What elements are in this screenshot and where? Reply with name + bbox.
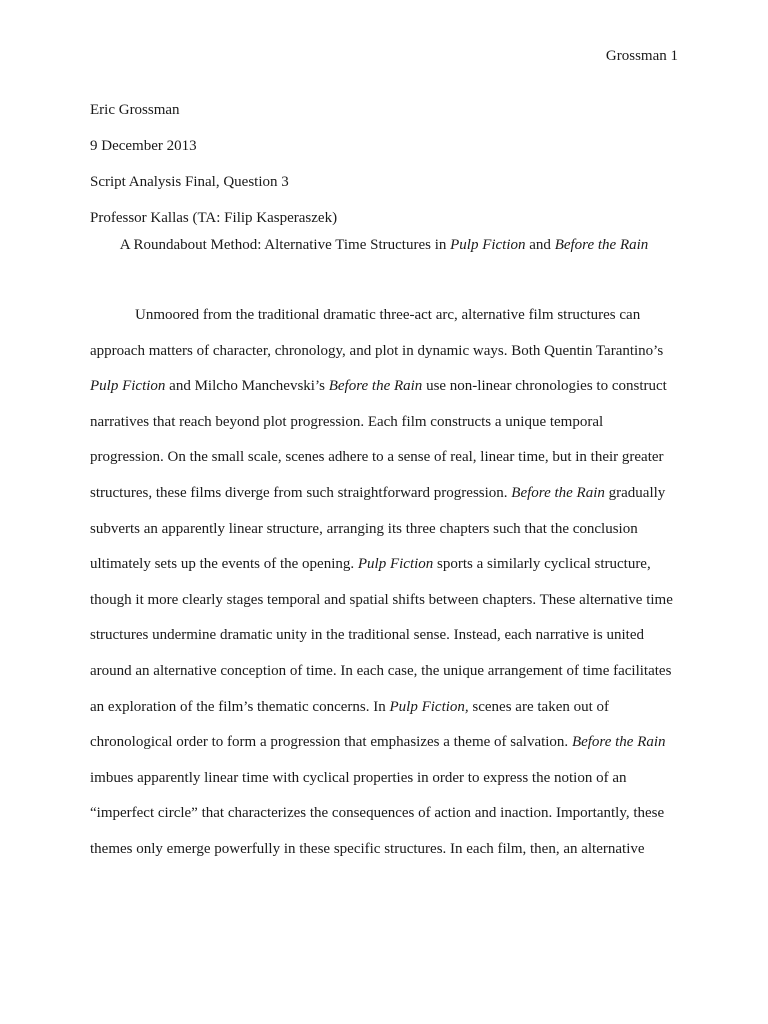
body-line bbox=[90, 618, 680, 654]
running-head: Grossman 1 bbox=[605, 48, 678, 64]
body-line bbox=[90, 654, 680, 690]
body-line bbox=[90, 796, 680, 832]
body-text-run: though it more clearly stages temporal and spatial shifts between chapters. These alternative time bbox=[90, 591, 673, 608]
body-text-run: narratives that reach beyond plot progression. Each film constructs a unique temporal bbox=[90, 413, 604, 430]
body-line bbox=[90, 761, 680, 797]
italic-film-title: Before the Rain bbox=[328, 378, 423, 395]
body-text-run: gradually bbox=[604, 484, 666, 501]
mla-heading bbox=[90, 92, 680, 236]
body-line bbox=[90, 547, 680, 583]
title-prefix: A Roundabout Method: Alternative Time Structures in bbox=[119, 237, 451, 253]
body-text-run: Unmoored from the traditional dramatic three-act arc, alternative film structures can bbox=[135, 307, 641, 323]
title-film-before-the-rain: Before the Rain bbox=[554, 237, 649, 253]
title-film-pulp-fiction: Pulp Fiction bbox=[450, 237, 526, 253]
body-line bbox=[90, 832, 680, 868]
body-text-run: an exploration of the film’s thematic concerns. In bbox=[90, 698, 390, 715]
essay-body bbox=[90, 298, 680, 868]
body-text-run: progression. On the small scale, scenes adhere to a sense of real, linear time, but in their greater bbox=[90, 449, 664, 466]
document-date: 9 December 2013 bbox=[90, 138, 197, 154]
body-line bbox=[90, 725, 680, 761]
course-name: Script Analysis Final, Question 3 bbox=[90, 174, 289, 190]
professor-name: Professor Kallas (TA: Filip Kasperaszek) bbox=[90, 210, 338, 226]
body-text-run: use non-linear chronologies to construct bbox=[422, 378, 667, 395]
body-text-run: subverts an apparently linear structure, arranging its three chapters such that the conclusion bbox=[90, 520, 638, 537]
body-line bbox=[90, 405, 680, 441]
body-text-run: structures, these films diverge from such straightforward progression. bbox=[90, 484, 512, 501]
body-line bbox=[90, 583, 680, 619]
body-text-run: themes only emerge powerfully in these specific structures. In each film, then, an alternative bbox=[90, 840, 645, 857]
body-text-run: chronological order to form a progression that emphasizes a theme of salvation. bbox=[90, 734, 572, 751]
body-line bbox=[90, 440, 680, 476]
body-text-run: sports a similarly cyclical structure, bbox=[433, 556, 651, 573]
body-line bbox=[90, 298, 680, 334]
body-line bbox=[90, 369, 680, 405]
italic-film-title: Pulp Fiction bbox=[357, 556, 434, 573]
italic-film-title: Pulp Fiction bbox=[90, 378, 166, 395]
italic-film-title: Before the Rain bbox=[511, 484, 605, 501]
body-line bbox=[90, 334, 680, 370]
body-text-run: ultimately sets up the events of the opening. bbox=[90, 556, 358, 573]
body-text-run: and Milcho Manchevski’s bbox=[165, 378, 329, 395]
body-line bbox=[90, 512, 680, 548]
body-text-run: structures undermine dramatic unity in the traditional sense. Instead, each narrative is united bbox=[90, 627, 644, 644]
body-text-run: “imperfect circle” that characterizes the consequences of action and inaction. Importantly, these bbox=[90, 805, 665, 822]
author-name: Eric Grossman bbox=[90, 102, 180, 118]
body-text-run: approach matters of character, chronology, and plot in dynamic ways. Both Quentin Tarantino’s bbox=[90, 342, 664, 359]
essay-title bbox=[0, 227, 768, 263]
body-line bbox=[90, 476, 680, 512]
italic-film-title: Pulp Fiction, bbox=[389, 698, 469, 715]
body-text-run: imbues apparently linear time with cyclical properties in order to express the notion of an bbox=[90, 769, 627, 786]
body-text-run: around an alternative conception of time. In each case, the unique arrangement of time facilitates bbox=[90, 662, 672, 679]
italic-film-title: Before the Rain bbox=[571, 734, 666, 751]
title-joiner: and bbox=[525, 237, 555, 253]
body-line bbox=[90, 690, 680, 726]
body-text-run: scenes are taken out of bbox=[468, 698, 610, 715]
